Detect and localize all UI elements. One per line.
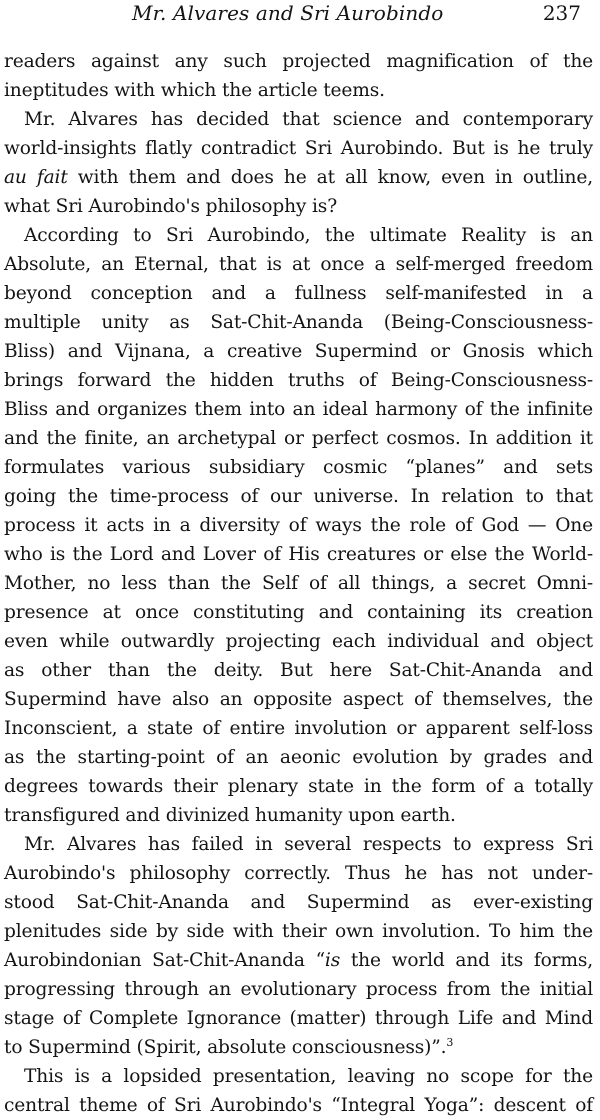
text-line: ineptitudes with which the article teems. (4, 80, 385, 101)
text-line: Bliss and organizes them into an ideal harmony of the infinite (4, 399, 593, 420)
text-line: readers against any such projected magnification of the (4, 51, 593, 72)
text-line: progressing through an evolutionary process from the initial (4, 979, 593, 1000)
text-fragment: Aurobindonian Sat-Chit-Ananda “ (4, 950, 325, 971)
text-line: Mother, no less than the Self of all things, a secret Omni- (4, 573, 593, 594)
text-line (4, 946, 593, 975)
text-line: Mr. Alvares has failed in several respects to express Sri (24, 834, 593, 855)
italic-word: is (324, 950, 341, 971)
text-line: brings forward the hidden truths of Being-Consciousness- (4, 370, 593, 391)
text-line (4, 1033, 593, 1062)
text-line: plenitudes side by side with their own involution. To him the (4, 921, 593, 942)
text-line: According to Sri Aurobindo, the ultimate Reality is an (24, 225, 593, 246)
text-line (4, 163, 593, 192)
text-line: going the time-process of our universe. In relation to that (4, 486, 593, 507)
text-line: and the finite, an archetypal or perfect cosmos. In addition it (4, 428, 593, 449)
text-line: as the starting-point of an aeonic evolution by grades and (4, 747, 593, 768)
italic-phrase: au fait (4, 167, 68, 188)
running-title: Mr. Alvares and Sri Aurobindo (132, 1, 444, 25)
text-line: what Sri Aurobindo's philosophy is? (4, 196, 338, 217)
text-line: Bliss) and Vijnana, a creative Supermind or Gnosis which (4, 341, 593, 362)
text-line: Inconscient, a state of entire involution or apparent self-loss (4, 718, 593, 739)
text-line: transfigured and divinized humanity upon earth. (4, 805, 456, 826)
text-line: who is the Lord and Lover of His creatures or else the World- (4, 544, 593, 565)
text-fragment: to Supermind (Spirit, absolute consciousness)”. (4, 1037, 447, 1058)
text-line: degrees towards their plenary state in the form of a totally (4, 776, 593, 797)
text-line: Supermind have also an opposite aspect of themselves, the (4, 689, 593, 710)
text-line: even while outwardly projecting each individual and object (4, 631, 593, 652)
text-line: central theme of Sri Aurobindo's “Integral Yoga”: descent of (4, 1095, 593, 1116)
text-line: process it acts in a diversity of ways the role of God — One (4, 515, 593, 536)
text-line: beyond conception and a fullness self-manifested in a (4, 283, 593, 304)
body-text (4, 47, 593, 1120)
text-line: as other than the deity. But here Sat-Chit-Ananda and (4, 660, 593, 681)
footnote-marker[interactable]: 3 (446, 1035, 454, 1049)
page-number: 237 (542, 1, 581, 25)
text-line: Aurobindo's philosophy correctly. Thus he has not under- (4, 863, 593, 884)
text-line: multiple unity as Sat-Chit-Ananda (Being-Consciousness- (4, 312, 593, 333)
text-fragment: with them and does he at all know, even in outline, (67, 167, 593, 188)
text-line: Mr. Alvares has decided that science and contemporary (24, 109, 593, 130)
text-line: Absolute, an Eternal, that is at once a self-merged freedom (4, 254, 593, 275)
text-line: world-insights flatly contradict Sri Aurobindo. But is he truly (4, 138, 593, 159)
text-line: presence at once constituting and containing its creation (4, 602, 593, 623)
running-header (4, 0, 593, 38)
text-line: formulates various subsidiary cosmic “planes” and sets (4, 457, 593, 478)
text-line: stage of Complete Ignorance (matter) through Life and Mind (4, 1008, 593, 1029)
text-line: stood Sat-Chit-Ananda and Supermind as ever-existing (4, 892, 593, 913)
text-fragment: the world and its forms, (340, 950, 593, 971)
text-line: This is a lopsided presentation, leaving no scope for the (24, 1066, 593, 1087)
